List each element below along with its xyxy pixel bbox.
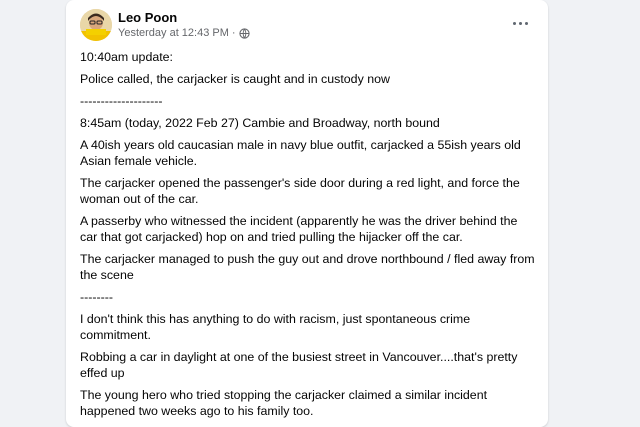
more-options-icon[interactable] bbox=[508, 15, 532, 31]
post-paragraph: The carjacker opened the passenger's side door during a red light, and force the woman out of the car. bbox=[80, 176, 524, 206]
post-paragraph: Police called, the carjacker is caught and in custody now bbox=[80, 72, 390, 86]
post-body bbox=[80, 49, 539, 425]
globe-icon[interactable] bbox=[239, 28, 250, 39]
post-header bbox=[80, 9, 534, 43]
avatar[interactable] bbox=[80, 9, 112, 41]
post-paragraph: I don't think this has anything to do with racism, just spontaneous crime commitment. bbox=[80, 312, 474, 342]
post-paragraph: -------------------- bbox=[80, 94, 163, 108]
post-card bbox=[66, 0, 548, 427]
post-timestamp[interactable]: Yesterday at 12:43 PM bbox=[118, 27, 229, 39]
post-paragraph: 10:40am update: bbox=[80, 50, 174, 64]
post-paragraph: -------- bbox=[80, 290, 114, 304]
post-paragraph: A passerby who witnessed the incident (apparently he was the driver behind the car that got carjacked) hop on and tried pulling the hijacker off the car. bbox=[80, 214, 521, 244]
author-name[interactable]: Leo Poon bbox=[118, 10, 178, 25]
post-meta bbox=[118, 27, 250, 39]
post-paragraph: Robbing a car in daylight at one of the busiest street in Vancouver....that's pretty effed up bbox=[80, 350, 521, 380]
post-paragraph: The carjacker managed to push the guy out and drove northbound / fled away from the scene bbox=[80, 252, 539, 282]
avatar-image bbox=[80, 9, 112, 41]
post-paragraph: 8:45am (today, 2022 Feb 27) Cambie and Broadway, north bound bbox=[80, 116, 440, 130]
meta-separator: · bbox=[231, 27, 236, 39]
post-paragraph: A 40ish years old caucasian male in navy blue outfit, carjacked a 55ish years old Asian female vehicle. bbox=[80, 138, 524, 168]
post-paragraph: The young hero who tried stopping the carjacker claimed a similar incident happened two weeks ago to his family too. bbox=[80, 388, 491, 418]
